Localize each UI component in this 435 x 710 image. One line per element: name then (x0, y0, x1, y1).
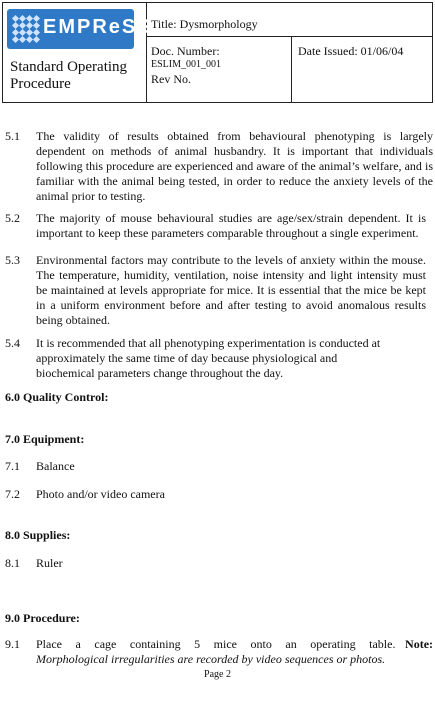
procedure-step-text (36, 637, 433, 667)
doc-number-value: ESLIM_001_001 (151, 59, 221, 70)
paragraph-number: 5.4 (5, 336, 20, 350)
paragraph-text: Environmental factors may contribute to the levels of anxiety within the mouse. The temperature, humidity, ventilation, noise intensity and light intensity must be maintained at levels appropriate for mice. It is essential that the mice be kept in a uniform environment before and after testing to avoid anomalous results being obtained. (36, 253, 426, 327)
date-issued: Date Issued: 01/06/04 (298, 44, 404, 58)
document-header (2, 2, 433, 103)
note-text: Morphological irregularities are recorded by video sequences or photos. (36, 652, 386, 666)
section-heading-equipment: 7.0 Equipment: (5, 432, 85, 446)
section-heading-procedure: 9.0 Procedure: (5, 611, 80, 625)
paragraph-number: 5.1 (5, 129, 20, 143)
paragraph-text: The validity of results obtained from behavioural phenotyping is largely dependent on methods of animal husbandry. It is important that individuals following this procedure are experienced and aware of the animal’s welfare, and is familiar with the animal being tested, in order to reduce the anxiety levels of the animal prior to testing. (36, 129, 433, 203)
header-divider (291, 37, 292, 102)
empress-logo (7, 9, 153, 49)
paragraph-number: 5.3 (5, 253, 20, 267)
page-number: Page 2 (204, 669, 231, 680)
list-item-text: Balance (36, 459, 75, 473)
section-heading-supplies: 8.0 Supplies: (5, 528, 71, 542)
logo-text: EMPReSS (43, 16, 153, 38)
section-heading-quality-control: 6.0 Quality Control: (5, 390, 109, 404)
rev-number-label: Rev No. (151, 72, 191, 86)
note-label: Note: (405, 637, 434, 651)
list-item-number: 8.1 (5, 556, 20, 570)
document-title: Title: Dysmorphology (151, 17, 258, 31)
paragraph-text: It is recommended that all phenotyping experimentation is conducted at approximately the same time of day because physiological and biochemical parameters change throughout the day. (36, 336, 381, 380)
doc-number-label: Doc. Number: (151, 44, 220, 58)
list-item-number: 9.1 (5, 637, 20, 651)
logo-grid-icon (11, 14, 43, 44)
list-item-number: 7.1 (5, 459, 20, 473)
list-item-number: 7.2 (5, 487, 20, 501)
list-item-text: Photo and/or video camera (36, 487, 165, 501)
header-divider (146, 36, 432, 37)
paragraph-number: 5.2 (5, 211, 20, 225)
paragraph-text: The majority of mouse behavioural studies are age/sex/strain dependent. It is important to keep these parameters comparable throughout a single experiment. (36, 211, 426, 240)
sop-title: Standard Operating Procedure (10, 59, 128, 92)
procedure-step-main: Place a cage containing 5 mice onto an operating table. (36, 637, 396, 651)
list-item-text: Ruler (36, 556, 63, 570)
